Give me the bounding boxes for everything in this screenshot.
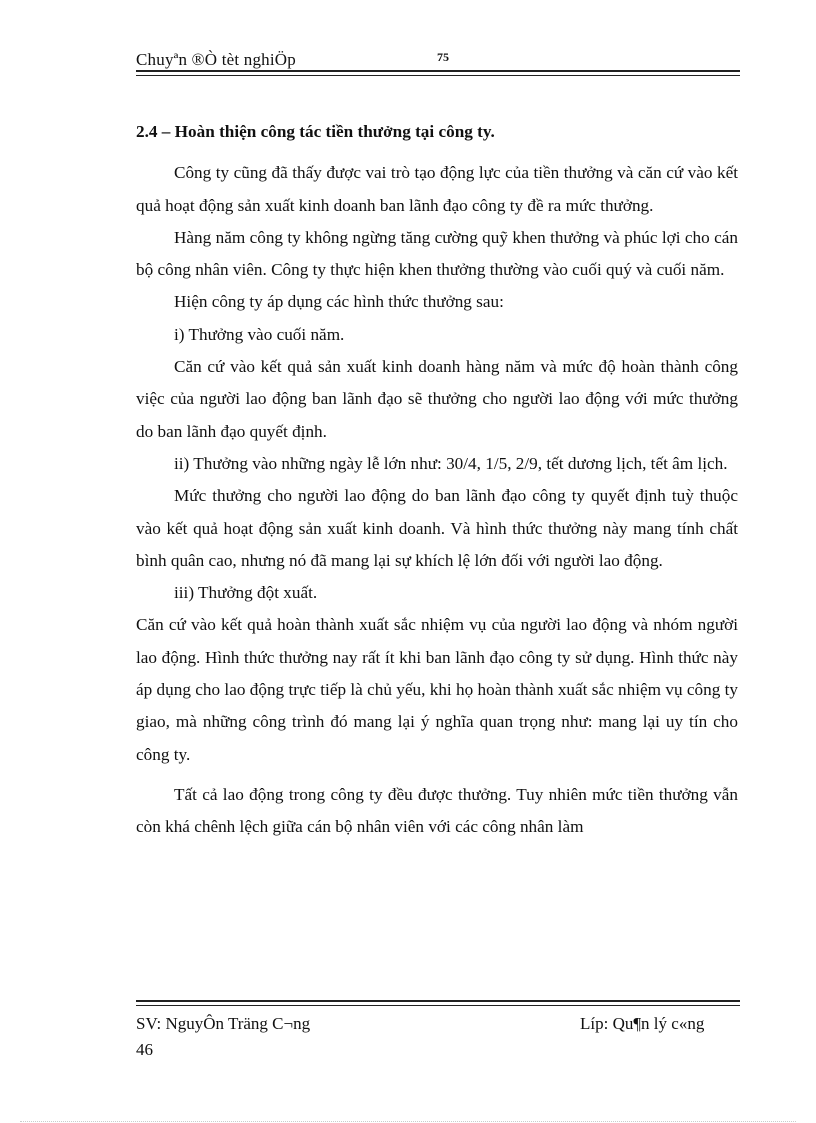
header-title: Chuyªn ®Ò tèt nghiÖp xyxy=(136,50,296,69)
paragraph: Căn cứ vào kết quả sản xuất kinh doanh hàng năm và mức độ hoàn thành công việc của người lao động ban lãnh đạo sẽ thưởng cho người lao động với mức thưởng do ban lãnh đạo quyết định. xyxy=(136,357,738,441)
list-item-heading: i) Thưởng vào cuối năm. xyxy=(174,324,345,344)
footer-number: 46 xyxy=(136,1040,153,1059)
paragraph: Mức thưởng cho người lao động do ban lãnh đạo công ty quyết định tuỳ thuộc vào kết quả hoạt động sản xuất kinh doanh. Và hình thức thưởng này mang tính chất bình quân cao, nhưng nó đã mang lại sự khích lệ lớn đối với người lao động. xyxy=(136,486,738,570)
paragraph: Công ty cũng đã thấy được vai trò tạo động lực của tiền thưởng và căn cứ vào kết quả hoạt động sản xuất kinh doanh ban lãnh đạo công ty đề ra mức thưởng. xyxy=(136,163,738,215)
footer-rule xyxy=(136,1000,740,1006)
paragraph: Căn cứ vào kết quả hoàn thành xuất sắc nhiệm vụ của người lao động và nhóm người lao động. Hình thức thưởng nay rất ít khi ban lãnh đạo công ty sử dụng. Hình thức này áp dụng cho lao động trực tiếp là chủ yếu, khi họ hoàn thành xuất sắc nhiệm vụ công ty giao, mà những công trình đó mang lại ý nghĩa quan trọng như: mang lại uy tín cho công ty. xyxy=(136,615,738,764)
footer-student: SV: NguyÔn Träng C¬ng xyxy=(136,1014,311,1033)
header-page-number: 75 xyxy=(437,50,449,64)
paragraph: Tất cả lao động trong công ty đều được thưởng. Tuy nhiên mức tiền thưởng vẫn còn khá chênh lệch giữa cán bộ nhân viên với các công nhân làm xyxy=(136,784,738,837)
paragraph: Hàng năm công ty không ngừng tăng cường quỹ khen thưởng và phúc lợi cho cán bộ công nhân viên. Công ty thực hiện khen thưởng thường vào cuối quý và cuối năm. xyxy=(136,227,738,280)
section-heading: 2.4 – Hoàn thiện công tác tiền thưởng tại công ty. xyxy=(136,122,495,141)
paragraph: Hiện công ty áp dụng các hình thức thưởng sau: xyxy=(174,292,504,312)
footer-class: Líp: Qu¶n lý c«ng xyxy=(580,1014,705,1033)
list-item-heading: ii) Thưởng vào những ngày lễ lớn như: 30/4, 1/5, 2/9, tết dương lịch, tết âm lịch. xyxy=(174,453,728,473)
page-edge-divider xyxy=(20,1121,796,1122)
list-item-heading: iii) Thưởng đột xuất. xyxy=(174,583,318,603)
header-rule xyxy=(136,70,740,76)
document-body xyxy=(136,116,738,844)
